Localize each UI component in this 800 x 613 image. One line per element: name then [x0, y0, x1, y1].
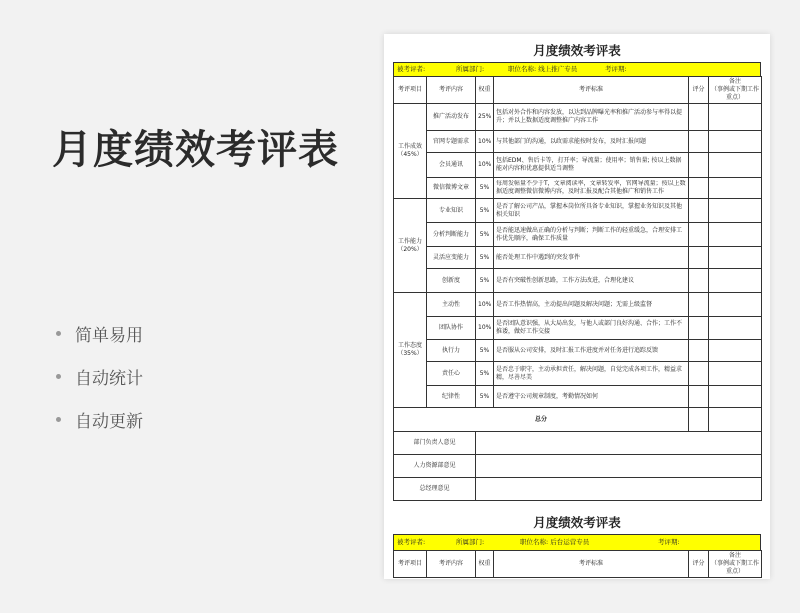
- total-score-cell[interactable]: [689, 408, 709, 432]
- content-cell: 主动性: [427, 293, 476, 317]
- opinion-input[interactable]: [476, 455, 762, 478]
- remark-cell[interactable]: [709, 362, 762, 386]
- standard-cell: 是否遵守公司规章制度，考勤情况如何: [494, 386, 689, 408]
- table-row: [394, 269, 762, 293]
- info-bar: [393, 62, 761, 76]
- header-remark: 备注 （事例或下期工作重点）: [709, 77, 762, 104]
- score-cell[interactable]: [689, 386, 709, 408]
- remark-cell[interactable]: [709, 153, 762, 178]
- remark-cell[interactable]: [709, 104, 762, 131]
- evaluation-table: [393, 76, 762, 501]
- content-cell: 官网专题需求: [427, 131, 476, 153]
- total-row: [394, 408, 762, 432]
- bullet-dot-icon: [56, 331, 61, 336]
- remark-cell[interactable]: [709, 199, 762, 223]
- weight-cell: 5%: [476, 269, 494, 293]
- score-cell[interactable]: [689, 247, 709, 269]
- remark-cell[interactable]: [709, 317, 762, 340]
- remark-cell[interactable]: [709, 131, 762, 153]
- standard-cell: 是否工作热情高，主动提出问题及解决问题；无需上级监督: [494, 293, 689, 317]
- opinion-label: 部门负责人意见: [394, 432, 476, 455]
- standard-cell: 包括EDM、售后卡等，打开率；导流量；使用率；销售量; 按以上数据能对内容和优惠提供适当调整: [494, 153, 689, 178]
- weight-cell: 5%: [476, 386, 494, 408]
- content-cell: 会员通讯: [427, 153, 476, 178]
- period-field: 考评期:: [605, 65, 627, 73]
- bullet-dot-icon: [56, 374, 61, 379]
- remark-cell[interactable]: [709, 178, 762, 199]
- score-cell[interactable]: [689, 153, 709, 178]
- period-field: 考评期:: [658, 538, 680, 546]
- opinion-input[interactable]: [476, 432, 762, 455]
- weight-cell: 10%: [476, 131, 494, 153]
- department-field: 所属部门:: [456, 538, 485, 546]
- content-cell: 推广活动发布: [427, 104, 476, 131]
- table-row: [394, 293, 762, 317]
- remark-cell[interactable]: [709, 269, 762, 293]
- weight-cell: 5%: [476, 247, 494, 269]
- info-bar: [393, 534, 761, 550]
- bullet-dot-icon: [56, 417, 61, 422]
- score-cell[interactable]: [689, 199, 709, 223]
- weight-cell: 10%: [476, 153, 494, 178]
- header-item: 考评项目: [394, 551, 427, 578]
- standard-cell: 是否了解公司产品，掌握本岗位所具备专业知识，掌握业务知识及其他相关知识: [494, 199, 689, 223]
- header-weight: 权重: [476, 551, 494, 578]
- table-row: [394, 362, 762, 386]
- standard-cell: 能否处理工作中遇到的突发事件: [494, 247, 689, 269]
- feature-list: [56, 312, 143, 441]
- table-row: [394, 386, 762, 408]
- header-standard: 考评标准: [494, 551, 689, 578]
- content-cell: 分析判断能力: [427, 223, 476, 247]
- score-cell[interactable]: [689, 269, 709, 293]
- remark-cell[interactable]: [709, 293, 762, 317]
- group-cell: 工作成效 （45%）: [394, 104, 427, 199]
- table-row: [394, 317, 762, 340]
- opinion-row: [394, 478, 762, 501]
- score-cell[interactable]: [689, 223, 709, 247]
- standard-cell: 是否忠于职守，主动承担责任，解决问题，自觉完成各项工作，精益求精，尽善尽美: [494, 362, 689, 386]
- content-cell: 责任心: [427, 362, 476, 386]
- weight-cell: 5%: [476, 199, 494, 223]
- weight-cell: 5%: [476, 178, 494, 199]
- feature-label: 自动统计: [75, 369, 143, 389]
- standard-cell: 与其他部门的沟通，以政需求能按时发布，及时汇报问题: [494, 131, 689, 153]
- document-preview: [384, 34, 770, 579]
- header-weight: 权重: [476, 77, 494, 104]
- header-score: 评分: [689, 77, 709, 104]
- remark-cell[interactable]: [709, 340, 762, 362]
- standard-cell: 是否团队意识强，从大局出发，与他人或部门良好沟通、合作；工作不推诿，做好工作交接: [494, 317, 689, 340]
- standard-cell: 是否服从公司安排，及时汇报工作进度并对任务进行追踪反馈: [494, 340, 689, 362]
- remark-cell[interactable]: [709, 386, 762, 408]
- sheet-title: 月度绩效考评表: [533, 43, 621, 58]
- weight-cell: 10%: [476, 317, 494, 340]
- evaluation-table: [393, 550, 762, 578]
- score-cell[interactable]: [689, 293, 709, 317]
- evaluatee-field: 被考评者:: [397, 538, 426, 546]
- header-standard: 考评标准: [494, 77, 689, 104]
- table-row: [394, 223, 762, 247]
- content-cell: 专业知识: [427, 199, 476, 223]
- feature-label: 自动更新: [75, 412, 143, 432]
- score-cell[interactable]: [689, 131, 709, 153]
- header-score: 评分: [689, 551, 709, 578]
- total-remark-cell: [709, 408, 762, 432]
- standard-cell: 是否能迅速做出正确的分析与判断；判断工作的轻重缓急，合理安排工作优先顺序，确保工作质量: [494, 223, 689, 247]
- opinion-input[interactable]: [476, 478, 762, 501]
- table-row: [394, 199, 762, 223]
- weight-cell: 5%: [476, 362, 494, 386]
- table-row: [394, 178, 762, 199]
- content-cell: 创新度: [427, 269, 476, 293]
- table-row: [394, 153, 762, 178]
- table-row: [394, 340, 762, 362]
- opinion-row: [394, 455, 762, 478]
- table-row: [394, 247, 762, 269]
- table-row: [394, 131, 762, 153]
- content-cell: 纪律性: [427, 386, 476, 408]
- hero-title: 月度绩效考评表: [52, 127, 339, 173]
- position-field: 职位名称: 后台运营专员: [520, 538, 590, 546]
- sheet-title: 月度绩效考评表: [533, 515, 621, 530]
- content-cell: 团队协作: [427, 317, 476, 340]
- weight-cell: 5%: [476, 223, 494, 247]
- evaluation-sheet-1: [393, 40, 761, 501]
- weight-cell: 5%: [476, 340, 494, 362]
- opinion-row: [394, 432, 762, 455]
- opinion-label: 总经理意见: [394, 478, 476, 501]
- standard-cell: 包括对外合作和内容发放，以达到品牌曝光率和推广活动参与率得以提升；并以上数据适度调整推广内容工作: [494, 104, 689, 131]
- content-cell: 执行力: [427, 340, 476, 362]
- group-cell: 工作态度 （35%）: [394, 293, 427, 408]
- remark-cell[interactable]: [709, 247, 762, 269]
- header-content: 考评内容: [427, 77, 476, 104]
- feature-item: [56, 355, 143, 398]
- feature-item: [56, 312, 143, 355]
- position-field: 职位名称: 线上推广专员: [508, 65, 578, 73]
- header-remark: 备注 （事例或下期工作重点）: [709, 551, 762, 578]
- score-cell[interactable]: [689, 340, 709, 362]
- total-label: 总分: [394, 408, 689, 432]
- score-cell[interactable]: [689, 317, 709, 340]
- header-content: 考评内容: [427, 551, 476, 578]
- opinion-label: 人力资源部意见: [394, 455, 476, 478]
- standard-cell: 是否有突破性创新思路，工作方法改进，合理化建议: [494, 269, 689, 293]
- content-cell: 灵活应变能力: [427, 247, 476, 269]
- content-cell: 微信微博文章: [427, 178, 476, 199]
- table-row: [394, 104, 762, 131]
- remark-cell[interactable]: [709, 223, 762, 247]
- score-cell[interactable]: [689, 178, 709, 199]
- feature-label: 简单易用: [75, 326, 143, 346]
- evaluation-sheet-2: [393, 512, 761, 578]
- department-field: 所属部门:: [456, 65, 485, 73]
- weight-cell: 10%: [476, 293, 494, 317]
- score-cell[interactable]: [689, 362, 709, 386]
- standard-cell: 每周发帖量不少于T，文章阅读率，文章转发率，官网导流量；按以上数据适度调整微信微博内容，及时汇报及配合其他推广和销售工作: [494, 178, 689, 199]
- group-cell: 工作能力 （20%）: [394, 199, 427, 293]
- score-cell[interactable]: [689, 104, 709, 131]
- feature-item: [56, 398, 143, 441]
- evaluatee-field: 被考评者:: [397, 65, 426, 73]
- header-item: 考评项目: [394, 77, 427, 104]
- weight-cell: 25%: [476, 104, 494, 131]
